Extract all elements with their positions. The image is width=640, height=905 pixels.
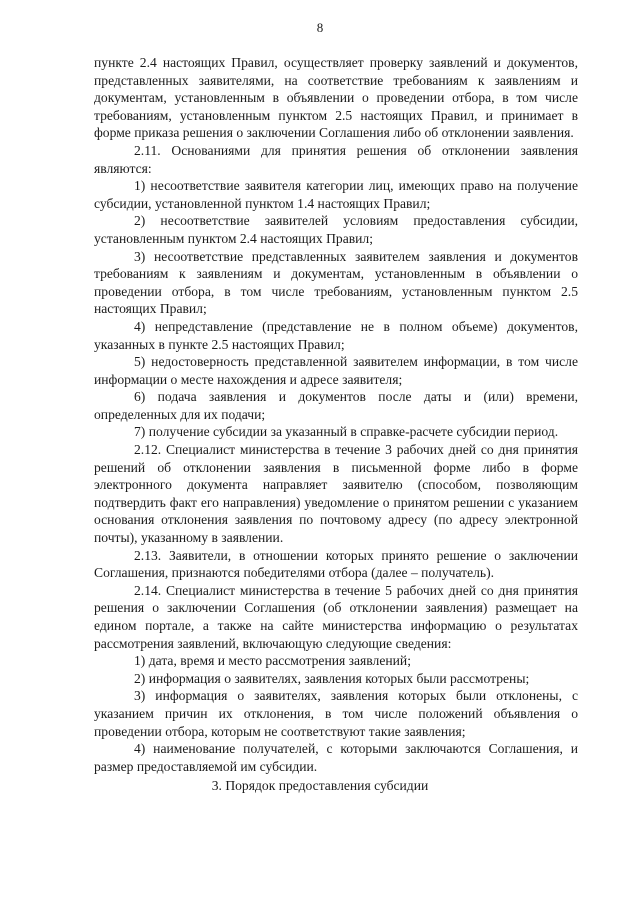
list-item: 6) подача заявления и документов после даты и (или) времени, определенных для их подачи; bbox=[94, 389, 578, 422]
list-item: 1) несоответствие заявителя категории лиц, имеющих право на получение субсидии, установленной пунктом 1.4 настоящих Правил; bbox=[94, 178, 578, 211]
list-item: 7) получение субсидии за указанный в справке-расчете субсидии период. bbox=[134, 424, 559, 440]
paragraph: 2.13. Заявители, в отношении которых принято решение о заключении Соглашения, признаются победителями отбора (далее – получатель). bbox=[94, 547, 578, 581]
paragraph: 2.12. Специалист министерства в течение 3 рабочих дней со дня принятия решений об отклонении заявления в письменной форме либо в форме электронного документа направляет заявителю (способом, позволяющим подтвердить факт его направления) уведомление о принятом решении с указанием основания отклонения заявления по почтовому адресу (по адресу электронной почты), указанному в заявлении. bbox=[94, 442, 578, 546]
paragraph: 2.11. Основаниями для принятия решения об отклонении заявления являются: bbox=[94, 142, 578, 176]
list-item: 1) дата, время и место рассмотрения заявлений; bbox=[134, 653, 411, 669]
page-number: 8 bbox=[316, 20, 324, 35]
document-body bbox=[94, 54, 578, 775]
section-heading: 3. Порядок предоставления субсидии bbox=[211, 778, 429, 793]
list-item: 4) наименование получателей, с которыми заключаются Соглашения, и размер предоставляемой им субсидии. bbox=[94, 741, 578, 774]
list-item: 2) информация о заявителях, заявления которых были рассмотрены; bbox=[134, 670, 530, 686]
list-item: 4) непредставление (представление не в полном объеме) документов, указанных в пункте 2.5 настоящих Правил; bbox=[94, 318, 578, 352]
list-item: 3) информация о заявителях, заявления которых были отклонены, с указанием причин их отклонения, в том числе положений объявления о проведении отбора, которым не соответствуют такие заявления; bbox=[94, 688, 578, 739]
paragraph: 2.14. Специалист министерства в течение 5 рабочих дней со дня принятия решения о заключении Соглашения (об отклонении заявления) размещает на едином портале, а также на сайте министерства информацию о результатах рассмотрения заявлений, включающую следующие сведения: bbox=[94, 582, 578, 651]
paragraph: пункте 2.4 настоящих Правил, осуществляет проверку заявлений и документов, представленных заявителями, на соответствие требованиям к заявлениям и документам, установленным в объявлении о проведении отбора, в том числе требованиям, установленным пунктом 2.5 настоящих Правил, и принимает в форме приказа решения о заключении Соглашения либо об отклонении заявления. bbox=[94, 55, 578, 141]
list-item: 3) несоответствие представленных заявителем заявления и документов требованиям к заявлениям и документам, установленным в объявлении о проведении отбора, в том числе требованиям, установленным пунктом 2.5 настоящих Правил; bbox=[94, 248, 578, 317]
list-item: 2) несоответствие заявителей условиям предоставления субсидии, установленным пунктом 2.4 настоящих Правил; bbox=[94, 213, 578, 246]
list-item: 5) недостоверность представленной заявителем информации, в том числе информации о месте нахождения и адресе заявителя; bbox=[94, 354, 578, 387]
